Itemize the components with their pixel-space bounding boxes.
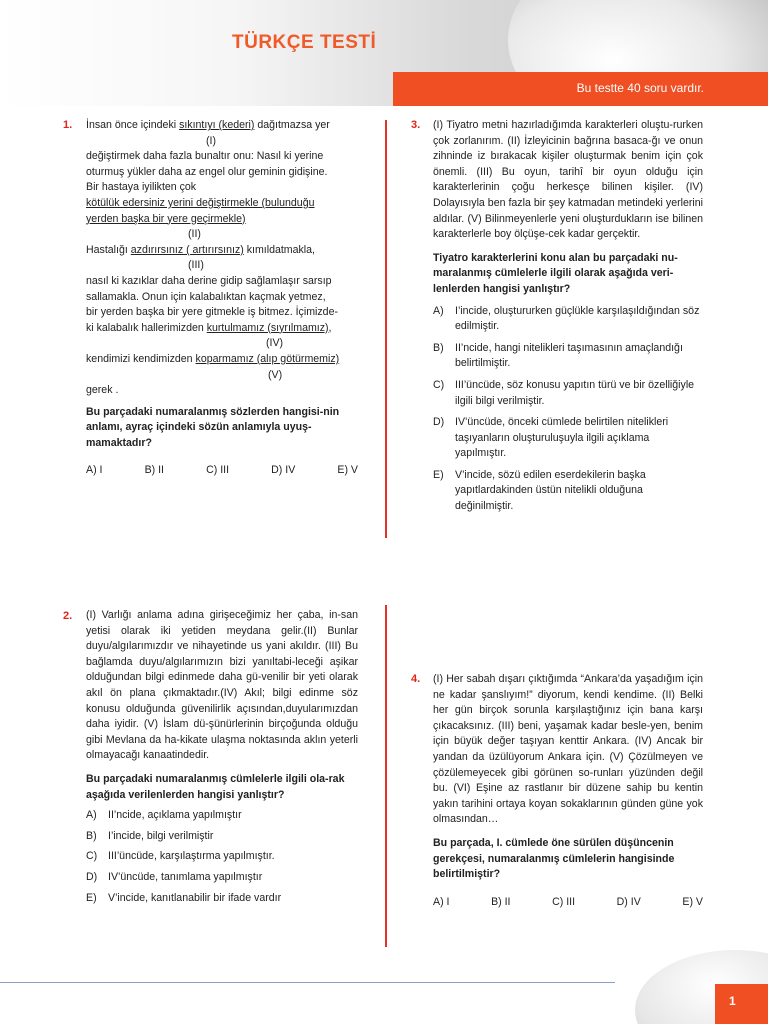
question-number: 1. (63, 119, 73, 131)
option-e[interactable]: E) V’incide, sözü edilen eserdekilerin başka yapıtlardakinden üstün nitelikli olduğuna değinilmiştir. (433, 468, 646, 513)
option-a[interactable]: A) I (86, 464, 103, 477)
question-stem: Bu parçadaki numaralanmış sözlerden hangisi-nin anlamı, ayraç içindeki sözün anlamıyla uyuş-mamaktadır? (86, 405, 340, 449)
page-number-box (715, 984, 768, 1024)
answer-options (86, 463, 358, 479)
footer-line (0, 982, 615, 983)
question-stem: Tiyatro karakterlerini konu alan bu parçadaki nu-maralanmış cümlelerle ilgili olarak aşağıda veri-lenlerden hangisi yanlıştır? (433, 251, 678, 295)
question-count-notice: Bu testte 40 soru vardır. (576, 81, 704, 95)
question-passage: (I) Varlığı anlama adına girişeceğimiz her çaba, in-san yetisi olarak iki yetiden meydana gelir.(II) Bunlar duyu/algılarımızdır ve nihayetinde us yani akıldır. (III) Bu bağlamda duyu/algılarımızın bizi yanıltabi-leceği aşikar olduğundan bilgi edinmede daha gü-venilir bir yeti olarak akıl ön plana çıkmaktadır.(IV) Akıl; bilgi edinme söz konusu olduğunda güvenilirlik açısından,duyularımızdan daha iyidir. (V) İslam dü-şünürlerinin birçoğunda olduğu gibi Mevlana da ha-kikate ulaşma noktasında aklın yeterli olmayacağı kanaatindedir. (86, 609, 358, 762)
question-4 (433, 672, 703, 910)
option-d[interactable]: D) IV’üncüde, tanımlama yapılmıştır (86, 870, 263, 883)
header (0, 0, 768, 106)
option-a[interactable]: A) I (433, 895, 450, 908)
option-c[interactable]: C) III (552, 895, 576, 908)
question-2 (86, 608, 358, 906)
option-b[interactable]: B) II’ncide, hangi nitelikleri taşımasının amaçlandığı belirtilmiştir. (433, 341, 683, 370)
page-number: 1 (729, 994, 736, 1008)
question-passage: (I) Tiyatro metni hazırladığımda karakterleri oluştu-rurken çok zorlanırım. (II) İzleyicinin bağrına basaca-ğı ve onun zihninde iz bırakacak kişiler oluşturmak benim için çok önemli. (III) Bu oyun, tarihî bir oyun olduğu için karakterlerinin çoğu herkesçe bilinen kişiler. (IV) Dolayısıyla ben fazla bir şey katmadan metindeki yerlerini aldılar. (V) Bilinmeyenlerle yeni oluşturdukların ise bilinen karakterlerle boy ölçüşe-cek kadar gerçektir. (433, 119, 703, 241)
question-number: 3. (411, 119, 421, 131)
question-passage: (I) Her sabah dışarı çıktığımda “Ankara’da yaşadığım için ne kadar şanslıyım!” diyorum, kendi kendime. (II) Belki her gün birçok sorunla karşılaştığınız için bana karşı çıkacaksınız. (III) beni, yaşamak kadar besle-yen, benim için büyük değer taşıyan kenttir Ankara. (IV) Ancak bir yandan da üzülüyorum Ankara için. (V) Çözülmeyen ve çözülemeyecek gibi görünen so-runları yüzünden değil bu. (VI) Eşine az rastlanır bir düzene sahip bu kentin yakın tarihini ortaya koyan sokaklarının günden güne yok olmasından… (433, 673, 703, 826)
page-title: TÜRKÇE TESTİ (232, 32, 377, 53)
option-e[interactable]: E) V (337, 464, 358, 477)
option-c[interactable]: C) III’üncüde, karşılaştırma yapılmıştır. (86, 850, 275, 863)
option-b[interactable]: B) I’incide, bilgi verilmiştir (86, 829, 214, 842)
option-d[interactable]: D) IV’üncüde, önceki cümlede belirtilen nitelikleri taşıyanların oluşturuluşuyla ilgili açıklama yapılmıştır. (433, 416, 669, 460)
option-b[interactable]: B) II (491, 895, 511, 908)
question-stem: Bu parçadaki numaralanmış cümlelerle ilgili ola-rak aşağıda verilenlerden hangisi yanlıştır? (86, 772, 345, 801)
column-divider-top (385, 120, 387, 538)
question-number: 2. (63, 610, 73, 622)
option-c[interactable]: C) III (206, 464, 230, 477)
option-d[interactable]: D) IV (616, 895, 641, 908)
option-a[interactable]: A) II’ncide, açıklama yapılmıştır (86, 809, 242, 822)
question-3 (433, 118, 703, 515)
question-1: İnsan önce içindeki sıkıntıyı (kederi) dağıtmazsa yer (I) değiştirmek daha fazla bunaltır onu: Nasıl ki yerine oturmuş yükler daha az engel olur geminin gidişine. Bir hastaya iyilikten çok kötülük edersiniz yerini değiştirmekle (bulunduğu yerden başka bir yere geçirmekle) (II) Hastalığı azdırırsınız ( artırırsınız) kımıldatmakla, (III) nasıl ki kazıklar daha derine gidip sağlamlaşır sarsıp sallamakla. Onun için kalabalıktan kaçmak yetmez, bir yerden başka bir yere gitmekle iş bitmez. İçimizde- ki kalabalık hallerimizden kurtulmamız (sıyrılmamız), (IV) kendimizi kendimizden koparmamız (alıp götürmemiz) (V) gerek . Bu parçadaki numaralanmış sözlerden hangisi-nin anlamı, ayraç içindeki sözün anlamıyla uyuş-mamaktadır? A) I B) II C) III D) IV E) V (86, 118, 358, 479)
option-b[interactable]: B) II (144, 464, 165, 477)
question-number: 4. (411, 673, 421, 685)
option-c[interactable]: C) III’üncüde, söz konusu yapıtın türü ve bir özelliğiyle ilgili bilgi verilmiştir. (433, 378, 695, 407)
option-e[interactable]: E) V (682, 895, 703, 908)
option-a[interactable]: A) I’incide, oluştururken güçlükle karşılaşıldığından söz edilmiştir. (433, 304, 700, 333)
column-divider-bottom (385, 605, 387, 947)
option-d[interactable]: D) IV (271, 464, 296, 477)
answer-options (433, 895, 703, 911)
notice-bar (393, 72, 768, 106)
question-stem: Bu parçada, I. cümlede öne sürülen düşüncenin gerekçesi, numaralanmış cümlelerin hangisinde belirtilmiştir? (433, 836, 675, 881)
option-e[interactable]: E) V’incide, kanıtlanabilir bir ifade vardır (86, 891, 282, 904)
